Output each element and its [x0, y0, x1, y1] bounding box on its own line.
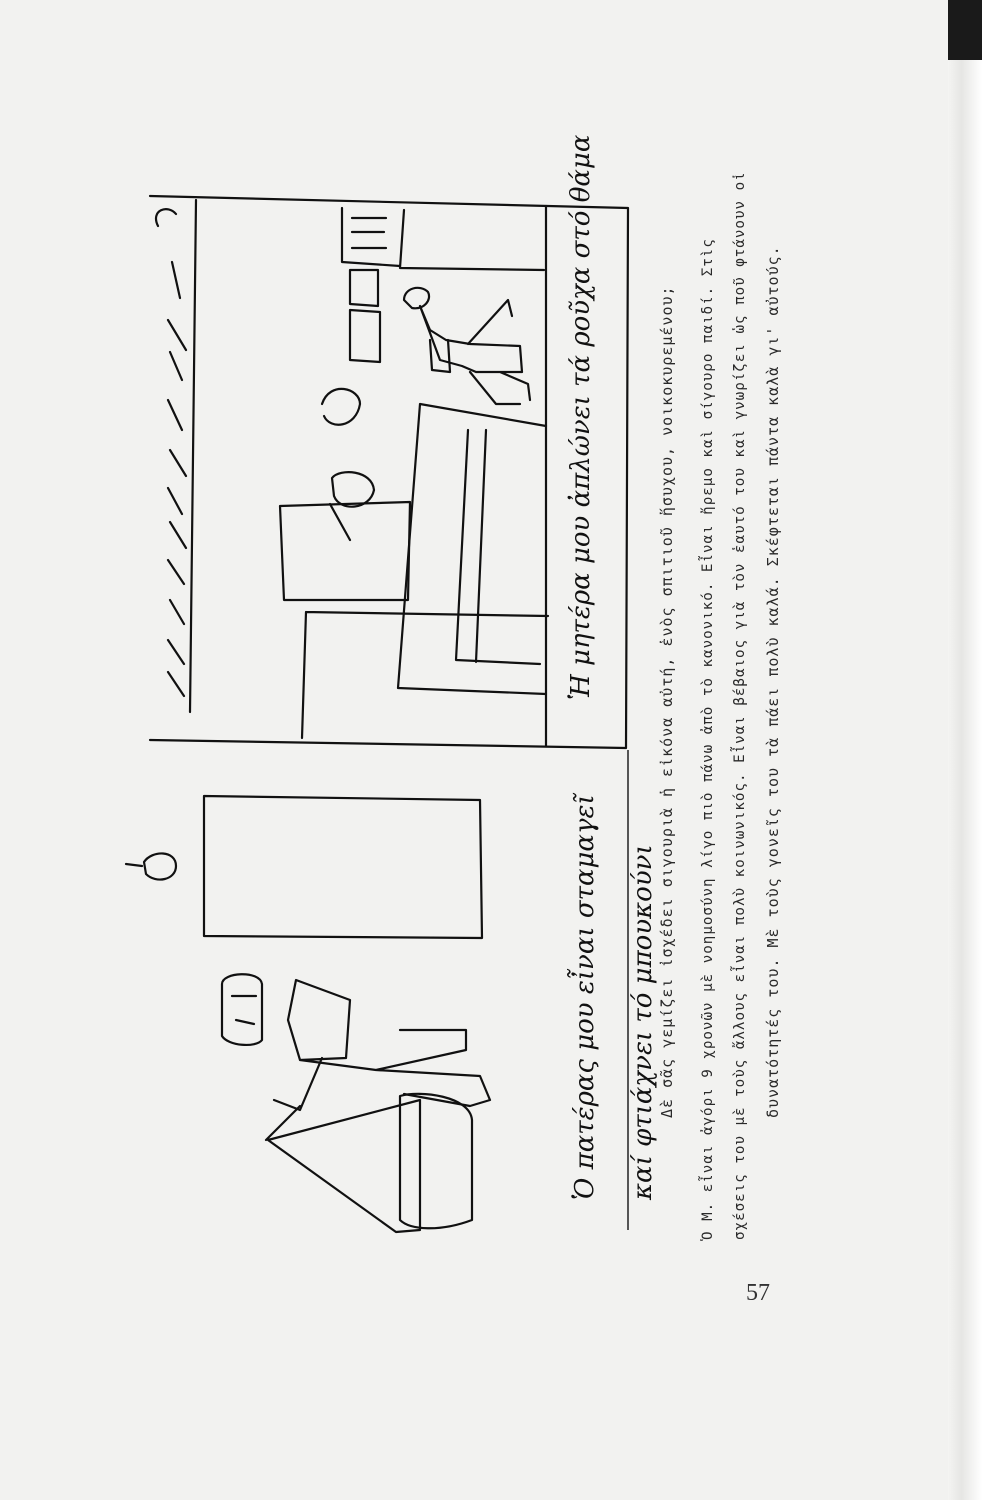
pan [322, 389, 360, 425]
broom [266, 1100, 420, 1232]
bucket [400, 1094, 472, 1228]
curtain-squiggles [156, 209, 186, 696]
paragraph-line-3: σχέσεις του μὲ τοὺς ἄλλους εἶναι πολὺ κοινωνικός. Εἶναι βέβαιος γιὰ τὸν ἑαυτό του καὶ γνωρίζει ὡς ποῦ φτάνουν οἱ [732, 171, 748, 1240]
caption-father: Ὁ πατέρας μου εἶναι σταμαγεῖ καί φτιάχνει τό μπουκούνι [570, 794, 658, 1200]
paragraph-line-1: Δὲ σᾶς γεμίζει ἰσχέδει σιγουριὰ ἡ εἰκόνα αὐτή, ἑνὸς σπιτιοῦ ἥσυχου, νοικοκυρεμένου; [658, 285, 676, 1118]
counter-top [302, 612, 548, 738]
wall-line [190, 200, 196, 712]
mother-figure [404, 288, 530, 404]
page-number: 57 [746, 1280, 770, 1306]
stove [280, 502, 410, 600]
caption-mother: Ἡ μητέρα μου ἀπλώνει τά ροῦχα στό θάμα [566, 134, 596, 700]
door [204, 796, 482, 938]
lamp [126, 853, 176, 879]
father-body [274, 980, 490, 1110]
panel-frame [150, 134, 628, 748]
jar-1 [352, 218, 386, 248]
table [398, 404, 546, 694]
father-head [222, 974, 262, 1045]
paragraph-line-4: δυνατότητές του. Μὲ τοὺς γονεῖς του τὰ πάει πολὺ καλά. Σκέφτεται πάντα καλὰ γι' αὐτούς. [764, 245, 782, 1118]
plates [350, 270, 380, 362]
pot [330, 472, 374, 540]
paragraph-line-2: Ὁ Μ. εἶναι ἀγόρι 9 χρονῶν μὲ νοημοσύνη λίγο πιὸ πάνω ἀπὸ τὸ κανονικό. Εἶναι ἤρεμο καὶ σίγουρο παιδί. Στὶς [700, 238, 716, 1240]
